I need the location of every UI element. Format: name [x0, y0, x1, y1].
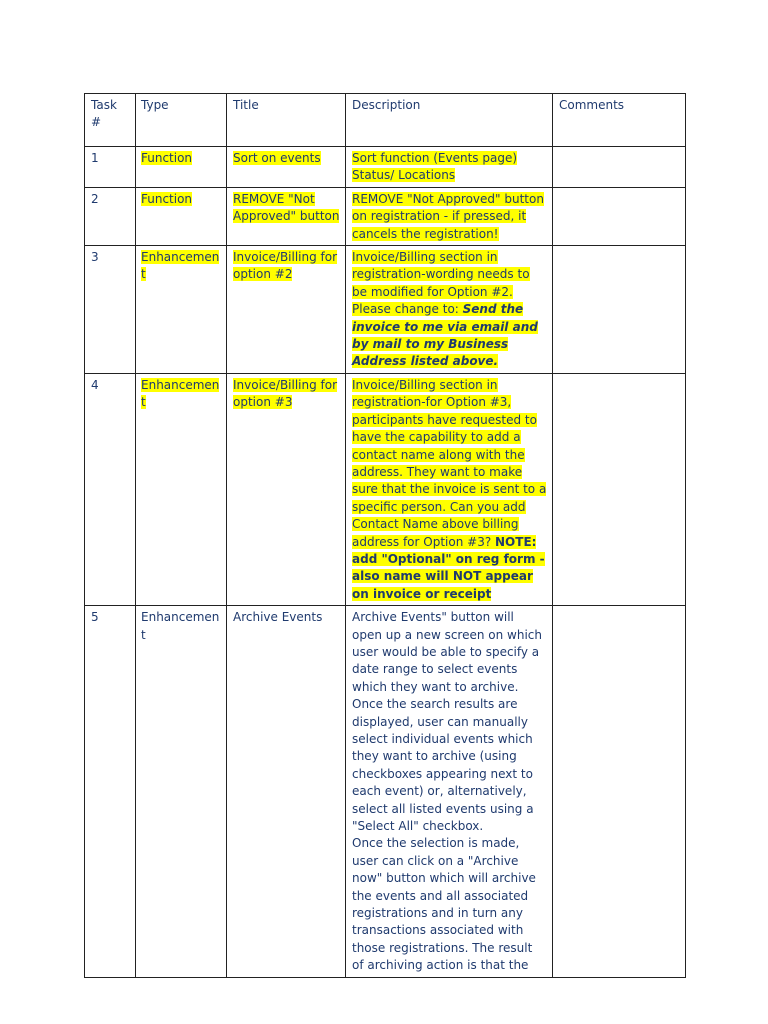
title-cell: Sort on events	[233, 151, 321, 165]
task-table	[84, 93, 686, 978]
task-number: 1	[85, 147, 136, 188]
description-paragraph: Archive Events" button will open up a new screen on which user would be able to specify a date range to select events which they want to archive. Once the search results are displayed, user can manually select individual events which they want to archive (using checkboxes appearing next to each event) or, alternatively, select all listed events using a "Select All" checkbox.	[352, 610, 543, 834]
table-row	[85, 373, 686, 605]
header-row	[85, 94, 686, 147]
type-cell: Enhancement	[141, 250, 220, 282]
title-cell: Invoice/Billing for option #2	[233, 250, 338, 282]
type-cell: Enhancement	[136, 606, 227, 978]
table-row	[85, 606, 686, 978]
table-row	[85, 187, 686, 245]
table-row	[85, 246, 686, 374]
description-line: Sort function (Events page)	[352, 151, 518, 165]
title-cell: REMOVE "Not Approved" button	[233, 191, 340, 224]
type-cell: Enhancement	[141, 377, 220, 410]
title-cell: Invoice/Billing for option #3	[233, 377, 338, 410]
header-type: Type	[136, 94, 227, 147]
description-emphasis: Send the invoice to me via email and by mail to my Business Address listed above.	[352, 302, 538, 369]
task-number: 2	[85, 187, 136, 245]
table-row	[85, 147, 686, 188]
comments-cell	[553, 606, 686, 978]
type-cell: Function	[141, 191, 193, 206]
comments-cell	[553, 147, 686, 188]
task-number: 5	[85, 606, 136, 978]
type-cell: Function	[141, 151, 193, 165]
comments-cell	[553, 373, 686, 605]
task-number: 3	[85, 246, 136, 374]
title-cell: Archive Events	[227, 606, 346, 978]
description-text: Invoice/Billing section in registration-for Option #3, participants have requested to have the capability to add a contact name along with the address. They want to make sure that the invoice is sent to a specific person. Can you add Contact Name above billing address for Option #3?	[352, 377, 547, 549]
description-paragraph: Once the selection is made, user can click on a "Archive now" button which will archive the events and all associated registrations and in turn any transactions associated with those registrations. The result of archiving action is that the	[352, 836, 536, 973]
description-cell: REMOVE "Not Approved" button on registration - if pressed, it cancels the registration!	[352, 191, 544, 241]
comments-cell	[553, 246, 686, 374]
description-line: Status/ Locations	[352, 168, 456, 183]
comments-cell	[553, 187, 686, 245]
description-text: Invoice/Billing section in registration-wording needs to be modified for Option #2. Please change to:	[352, 250, 530, 317]
header-title: Title	[227, 94, 346, 147]
header-task: Task #	[85, 94, 136, 147]
header-comments: Comments	[553, 94, 686, 147]
task-number: 4	[85, 373, 136, 605]
header-description: Description	[346, 94, 553, 147]
description-note: NOTE: add "Optional" on reg form - also name will NOT appear on invoice or receipt	[352, 534, 545, 601]
